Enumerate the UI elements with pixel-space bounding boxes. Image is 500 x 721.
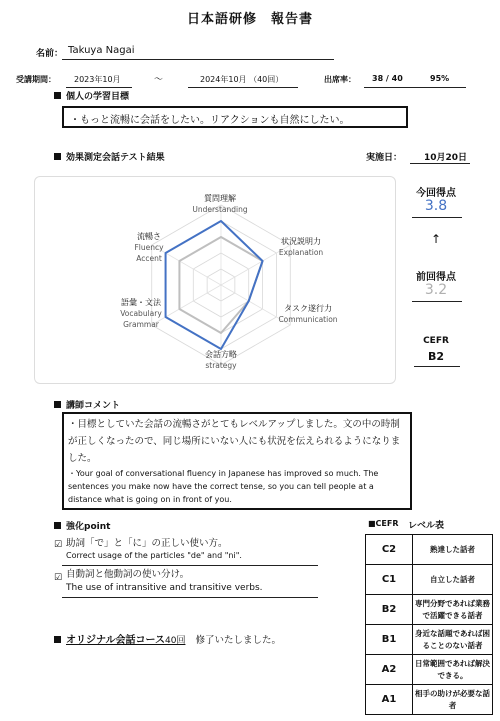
radar-label-strategy [191, 349, 251, 371]
strength-item-ja: 自動詞と他動詞の使い分け。 [66, 569, 190, 580]
strength-heading-text: 強化point [66, 522, 111, 532]
period-start-underline [66, 87, 132, 88]
period-label: 受講期間： [16, 75, 56, 84]
course-count: 40回 [165, 636, 186, 646]
previous-score-label: 前回得点 [416, 272, 456, 283]
date-value: 10月20日 [424, 153, 468, 163]
radar-chart-box [34, 176, 396, 384]
square-bullet-icon [54, 153, 61, 160]
axis-label-en: Explanation [278, 248, 324, 257]
square-bullet-icon [54, 92, 61, 99]
course-done-text: 修了いたしました。 [195, 635, 281, 646]
current-score-underline [412, 217, 462, 218]
cefr-desc: 相手の助けが必要な話者 [413, 685, 493, 715]
attendance-underline [364, 87, 466, 88]
comment-heading [54, 398, 120, 411]
strength-underline [62, 597, 318, 598]
axis-label-en: Fluency Accent [134, 243, 164, 263]
goal-heading [54, 89, 129, 102]
strength-item-ja: 助詞「で」と「に」の正しい使い方。 [66, 538, 228, 549]
axis-label-ja: 状況説明力 [281, 237, 321, 246]
name-label: 名前： [36, 49, 64, 59]
axis-label-en: strategy [205, 361, 237, 370]
radar-label-understanding [190, 193, 250, 215]
radar-label-communication [275, 303, 341, 325]
square-bullet-icon [54, 401, 61, 408]
date-label: 実施日： [366, 153, 403, 163]
comment-heading-text: 講師コメント [66, 401, 121, 411]
cefr-desc: 身近な話題であれば困ることのない話者 [413, 625, 493, 655]
checkbox-icon: ☑ [54, 540, 63, 550]
cefr-row [366, 655, 493, 685]
axis-label-ja: タスク遂行力 [284, 304, 332, 313]
goal-text: ・もっと流暢に会話をしたい。リアクションも自然にしたい。 [70, 115, 350, 126]
strength-item-en: Correct usage of the particles "de" and "ni". [66, 551, 242, 560]
cefr-row [366, 685, 493, 715]
cefr-level: C2 [366, 535, 413, 565]
axis-label-ja: 流暢さ [137, 232, 161, 241]
cefr-row [366, 565, 493, 595]
period-separator: 〜 [154, 75, 164, 85]
course-name: オリジナル会話コース [66, 635, 165, 646]
square-bullet-icon [54, 522, 61, 529]
report-title: 日本語研修 報告書 [186, 12, 313, 27]
cefr-level: A1 [366, 685, 413, 715]
test-heading-text: 効果測定会話テスト結果 [66, 153, 165, 163]
cefr-level: C1 [366, 565, 413, 595]
comment-en: ・Your goal of conversational fluency in Japanese has improved so much. The sentences you make now have the correct tense, so you can tell people at a distance what is going on in front of you. [68, 469, 379, 504]
cefr-row [366, 535, 493, 565]
cefr-table-label: ■CEFR [368, 519, 399, 528]
checkbox-icon: ☑ [54, 573, 63, 583]
cefr-desc: 熟達した話者 [413, 535, 493, 565]
course-completion [54, 631, 281, 646]
radar-label-explanation [271, 236, 331, 258]
cefr-row [366, 625, 493, 655]
radar-label-vocabulary [111, 297, 171, 330]
period-end: 2024年10月 （40回） [200, 75, 284, 84]
test-heading [54, 150, 165, 163]
score-arrow-icon: ↑ [430, 232, 442, 246]
previous-score-underline [412, 301, 462, 302]
axis-label-ja: 会話方略 [205, 350, 237, 359]
current-score-label: 今回得点 [416, 188, 456, 199]
period-end-underline [188, 87, 298, 88]
cefr-level: B2 [366, 595, 413, 625]
cefr-desc: 専門分野であれば業務で活躍できる話者 [413, 595, 493, 625]
cefr-level: A2 [366, 655, 413, 685]
goal-heading-text: 個人の学習目標 [66, 92, 130, 102]
cefr-desc: 日常範囲であれば解決できる。 [413, 655, 493, 685]
axis-label-en: Understanding [192, 205, 248, 214]
previous-score-value: 3.2 [424, 282, 448, 298]
square-bullet-icon [54, 636, 61, 643]
axis-label-ja: 質問理解 [204, 194, 236, 203]
cefr-desc: 自立した話者 [413, 565, 493, 595]
axis-label-en: Communication [278, 315, 338, 324]
strength-heading [54, 519, 110, 532]
comment-ja: ・目標としていた会話の流暢さがとてもレベルアップしました。文の中の時制が正しくなったので、同じ場所にいない人にも状況を伝えられるようになりました。 [68, 419, 401, 464]
strength-item-en: The use of intransitive and transitive verbs. [66, 583, 263, 593]
axis-label-ja: 語彙・文法 [121, 298, 161, 307]
radar-label-fluency [127, 231, 171, 264]
cefr-label: CEFR [423, 336, 449, 346]
attendance-label: 出席率： [324, 75, 356, 84]
period-start: 2023年10月 [74, 75, 121, 84]
goal-box [62, 106, 408, 128]
cefr-value: B2 [427, 350, 445, 363]
cefr-underline [414, 366, 460, 367]
cefr-row [366, 595, 493, 625]
attendance-percent: 95% [430, 74, 450, 83]
current-score-value: 3.8 [424, 198, 448, 214]
cefr-level: B1 [366, 625, 413, 655]
attendance-value: 38 / 40 [372, 74, 403, 83]
date-underline [410, 163, 470, 164]
name-underline [62, 59, 334, 60]
axis-label-en: Vocabulary Grammar [120, 309, 162, 329]
cefr-level-table [365, 534, 493, 715]
cefr-table-title: レベル表 [408, 521, 445, 531]
name-value: Takuya Nagai [68, 45, 135, 56]
comment-box [62, 412, 412, 510]
